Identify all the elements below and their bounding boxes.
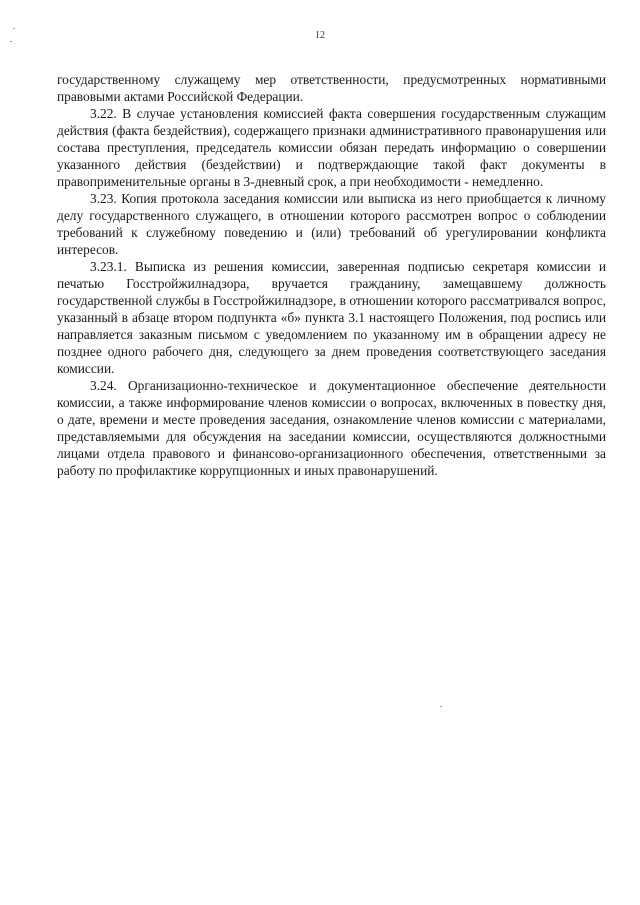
- paragraph-continuation: государственному служащему мер ответственности, предусмотренных нормативными правовыми актами Российской Федерации.: [57, 72, 606, 104]
- document-body: [57, 71, 606, 479]
- paragraph-3-24: 3.24. Организационно-техническое и документационное обеспечение деятельности комиссии, а также информирование членов комиссии о вопросах, включенных в повестку дня, о дате, времени и месте проведения заседания, ознакомление членов комиссии с материалами, представляемыми для обсуждения на заседании комиссии, осуществляются должностными лицами отдела правового и финансово-организационного обеспечения, ответственными за работу по профилактике коррупционных и иных правонарушений.: [57, 378, 606, 478]
- scan-speck: [10, 41, 12, 42]
- scan-speck: [440, 706, 442, 707]
- paragraph-3-22: 3.22. В случае установления комиссией факта совершения государственным служащим действия (факта бездействия), содержащего признаки административного правонарушения или состава преступления, председатель комиссии обязан передать информацию о совершении указанного действия (бездействии) и подтверждающие такой факт документы в правоприменительные органы в 3-дневный срок, а при необходимости - немедленно.: [57, 106, 606, 189]
- scan-speck: [13, 28, 15, 29]
- paragraph-3-23: 3.23. Копия протокола заседания комиссии или выписка из него приобщается к личному делу государственного служащего, в отношении которого рассмотрен вопрос о соблюдении требований к служебному поведению и (или) требований об урегулировании конфликта интересов.: [57, 191, 606, 257]
- paragraph-3-23-1: 3.23.1. Выписка из решения комиссии, заверенная подписью секретаря комиссии и печатью Госстройжилнадзора, вручается гражданину, замещавшему должность государственной службы в Госстройжилнадзоре, в отношении которого рассматривался вопрос, указанный в абзаце втором подпункта «б» пункта 3.1 настоящего Положения, под роспись или направляется заказным письмом с уведомлением по указанному им в обращении адресу не позднее одного рабочего дня, следующего за днем проведения соответствующего заседания комиссии.: [57, 259, 606, 376]
- page-number: 12: [315, 30, 325, 41]
